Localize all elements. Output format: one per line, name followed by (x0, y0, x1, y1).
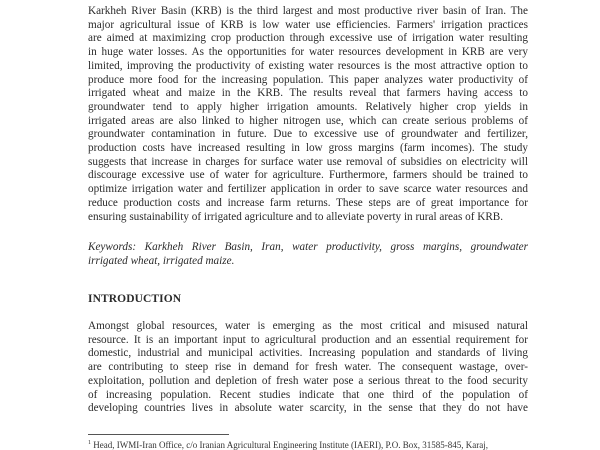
abstract-line: ensuring sustainability of irrigated agriculture and to alleviate poverty in rural areas of KRB. (88, 210, 504, 223)
abstract-line: reduce production costs and increase farm returns. These steps are of great importance for (88, 196, 528, 209)
abstract-line: irrigated wheat and maize in the KRB. The results reveal that farmers having access to (88, 87, 528, 100)
abstract-line: are aimed at maximizing crop production through excessive use of irrigation water resulting (88, 32, 528, 45)
abstract-line: groundwater tend to apply higher irrigation amounts. Relatively higher crop yields in (88, 100, 528, 113)
abstract-line: irrigated areas are also linked to higher nitrogen use, which can create serious problems of (88, 114, 528, 127)
abstract-line: production costs have increased resulting in low gross margins (farm incomes). The study (88, 142, 528, 155)
abstract-line: Karkheh River Basin (KRB) is the third largest and most productive river basin of Iran. The (88, 5, 528, 17)
intro-line: exploitation, pollution and depletion of fresh water pose a serious threat to the food security (88, 374, 528, 387)
keywords-line: Keywords: Karkheh River Basin, Iran, water productivity, gross margins, groundwater (88, 241, 528, 253)
abstract-line: optimize irrigation water and fertilizer application in order to save scarce water resources and (88, 183, 528, 196)
section-heading-introduction: INTRODUCTION (88, 293, 182, 305)
footnote-rule (88, 434, 229, 435)
abstract-line: discourage excessive use of water for agriculture. Furthermore, farmers should be trained to (88, 169, 528, 182)
keywords (88, 241, 528, 268)
abstract-line: groundwater contamination in future. Due to excessive use of groundwater and fertilizer, (88, 128, 528, 141)
intro-line: of increasing population. Recent studies indicate that one third of the population of (88, 388, 528, 401)
abstract-line: suggests that increase in charges for surface water use removal of subsidies on electricity will (88, 155, 528, 168)
abstract (88, 5, 528, 224)
footnote (88, 440, 528, 450)
footnote-text: Head, IWMI-Iran Office, c/o Iranian Agricultural Engineering Institute (IAERI), P.O. Box, 31585-845, Karaj, (91, 440, 488, 450)
intro-line: are contributing to steep rise in demand for fresh water. The consequent wastage, over- (88, 361, 528, 374)
intro-line: resource. It is an important input to agricultural production and an essential requirement for (88, 333, 528, 346)
abstract-line: produce more food for the increasing population. This paper analyzes water productivity of (88, 73, 528, 86)
keywords-line: irrigated wheat, irrigated maize. (88, 254, 235, 267)
abstract-line: limited, improving the productivity of existing water resources is the most attractive option to (88, 59, 528, 72)
introduction-paragraph (88, 320, 528, 416)
footnote-marker: 1 (88, 440, 91, 446)
abstract-line: major agricultural issue of KRB is low water use efficiencies. Farmers' irrigation practices (88, 18, 528, 31)
intro-line: domestic, industrial and municipal activities. Increasing population and standards of living (88, 347, 528, 360)
abstract-line: in huge water losses. As the opportunities for water resources development in KRB are very (88, 46, 528, 59)
intro-line: Amongst global resources, water is emerging as the most critical and misused natural (88, 320, 528, 332)
intro-line: developing countries lives in absolute water scarcity, in the sense that they do not have (88, 402, 528, 415)
